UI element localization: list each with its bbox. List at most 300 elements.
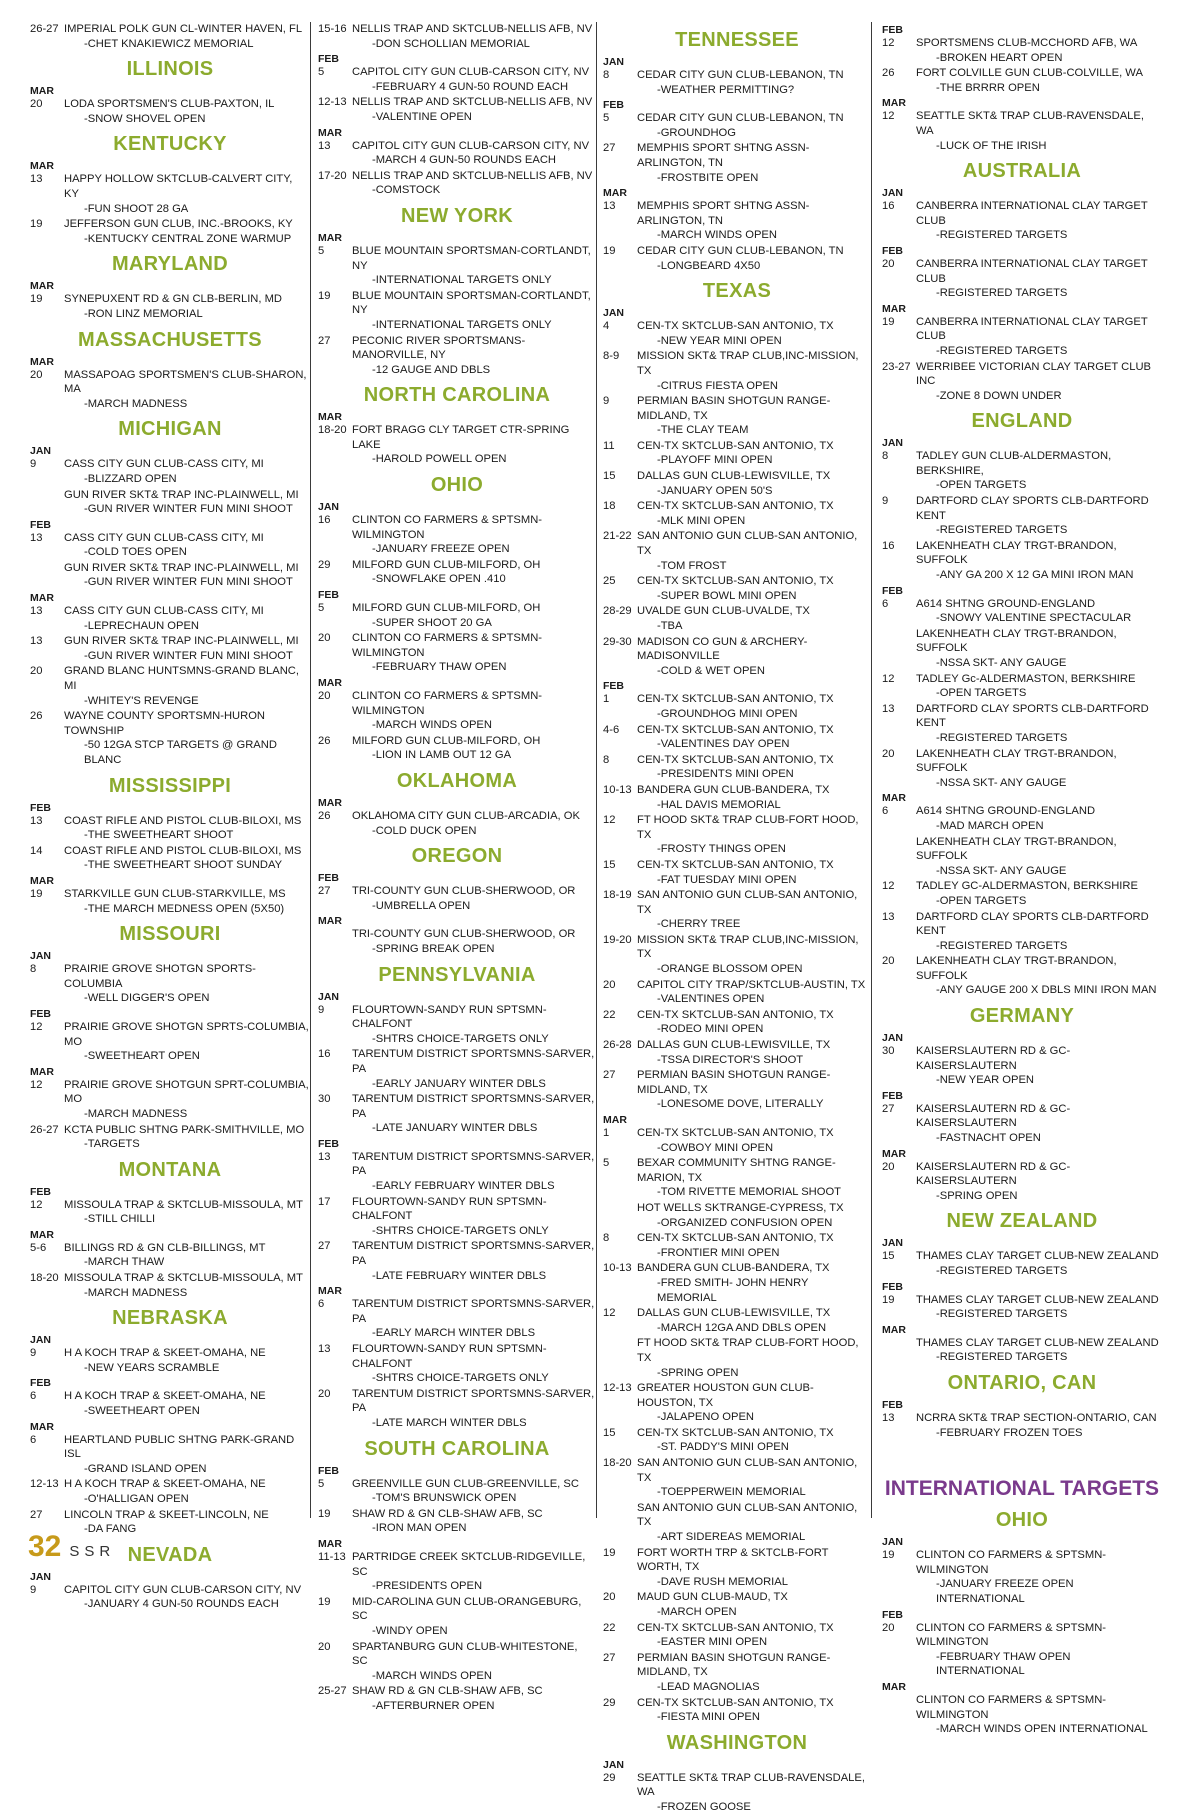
event-entry xyxy=(318,1477,596,1506)
event-entry xyxy=(882,597,1162,626)
event-date: 19 xyxy=(318,289,331,302)
event-club: CEN-TX SKTCLUB-SAN ANTONIO, TX xyxy=(637,439,834,452)
event-title: -GRAND ISLAND OPEN xyxy=(84,1462,207,1475)
event-club: CEN-TX SKTCLUB-SAN ANTONIO, TX xyxy=(637,1426,834,1439)
month-label: JAN xyxy=(603,56,625,68)
event-entry xyxy=(603,1426,871,1455)
month-label: MAR xyxy=(318,231,342,244)
event-club: A614 SHTNG GROUND-ENGLAND xyxy=(916,805,1096,818)
event-club: LAKENHEATH CLAY TRGT-BRANDON, SUFFOLK xyxy=(916,835,1117,863)
event-club: SYNEPUXENT RD & GN CLB-BERLIN, MD xyxy=(64,293,282,306)
event-date: 18-19 xyxy=(603,889,632,902)
month-label: JAN xyxy=(603,307,625,320)
state-heading: OREGON xyxy=(411,845,503,868)
publication-name: SSR xyxy=(69,1543,116,1560)
event-date: 29 xyxy=(603,1771,616,1784)
event-title: -LUCK OF THE IRISH xyxy=(936,139,1047,152)
event-title: -MARCH WINDS OPEN xyxy=(657,229,777,242)
event-entry xyxy=(882,494,1162,538)
event-title: -MARCH MADNESS xyxy=(84,1286,188,1299)
event-date: 13 xyxy=(882,702,895,715)
state-heading: ILLINOIS xyxy=(126,58,214,81)
event-date xyxy=(603,1501,637,1545)
column-divider xyxy=(871,22,872,1518)
event-title: -GROUNDHOG xyxy=(657,126,736,139)
event-club: MID-CAROLINA GUN CLUB-ORANGEBURG, SC xyxy=(352,1595,582,1623)
event-title: -MARCH WINDS OPEN xyxy=(372,719,492,732)
event-club: MADISON CO GUN & ARCHERY-MADISONVILLE xyxy=(637,635,808,663)
event-date: 29 xyxy=(603,1696,616,1709)
event-date: 20 xyxy=(318,690,331,702)
event-entry xyxy=(318,689,596,733)
event-title: -FRONTIER MINI OPEN xyxy=(657,1246,780,1259)
event-title: -REGISTERED TARGETS xyxy=(936,939,1068,952)
event-entry xyxy=(318,1684,596,1713)
event-date: 27 xyxy=(318,885,331,898)
event-title: -COLD TOES OPEN xyxy=(84,546,187,559)
event-date: 5 xyxy=(318,66,325,79)
event-club: CAPITOL CITY GUN CLUB-CARSON CITY, NV xyxy=(352,139,590,152)
event-entry xyxy=(882,257,1162,301)
event-club: PERMIAN BASIN SHOTGUN RANGE-MIDLAND, TX xyxy=(637,1069,831,1096)
event-entry xyxy=(882,954,1162,998)
event-entry xyxy=(603,529,871,573)
event-entry xyxy=(318,601,596,630)
event-entry xyxy=(30,1123,310,1152)
event-entry xyxy=(318,1507,596,1536)
event-date: 10-13 xyxy=(603,1262,632,1275)
event-club: CANBERRA INTERNATIONAL CLAY TARGET CLUB xyxy=(916,257,1148,285)
event-title: -LION IN LAMB OUT 12 GA xyxy=(372,749,512,762)
event-date: 5 xyxy=(318,602,325,615)
month-label: MAR xyxy=(30,1228,54,1241)
event-club: CEDAR CITY GUN CLUB-LEBANON, TN xyxy=(637,244,844,257)
event-title: -THE BRRRR OPEN xyxy=(936,81,1040,94)
event-entry xyxy=(30,844,310,873)
event-entry xyxy=(603,783,871,812)
event-entry xyxy=(603,692,871,721)
event-title: -OPEN TARGETS xyxy=(936,687,1027,700)
event-club: H A KOCH TRAP & SKEET-OMAHA, NE xyxy=(64,1478,266,1491)
event-title: -ANY GAUGE 200 X DBLS MINI IRON MAN xyxy=(936,984,1157,997)
event-title: -WELL DIGGER'S OPEN xyxy=(84,992,210,1005)
event-club: H A KOCH TRAP & SKEET-OMAHA, NE xyxy=(64,1390,266,1403)
event-club: SAN ANTONIO GUN CLUB-SAN ANTONIO, TX xyxy=(637,889,858,916)
event-club: TRI-COUNTY GUN CLUB-SHERWOOD, OR xyxy=(352,885,576,898)
event-entry xyxy=(882,1411,1162,1440)
event-club: A614 SHTNG GROUND-ENGLAND xyxy=(916,597,1096,610)
event-title: -RON LINZ MEMORIAL xyxy=(84,307,203,320)
event-entry xyxy=(318,1195,596,1239)
event-club: MAUD GUN CLUB-MAUD, TX xyxy=(637,1591,788,1604)
event-title: -ART SIDEREAS MEMORIAL xyxy=(657,1531,806,1544)
event-date: 13 xyxy=(603,200,616,213)
event-date: 4 xyxy=(603,320,610,333)
event-title: -SWEETHEART OPEN xyxy=(84,1405,200,1418)
event-date: 8 xyxy=(603,69,610,81)
event-club: PRAIRIE GROVE SHOTGUN SPRT-COLUMBIA, MO xyxy=(64,1078,309,1106)
event-club: TADLEY GC-ALDERMASTON, BERKSHIRE xyxy=(916,880,1138,893)
event-date: 15 xyxy=(603,470,616,483)
event-title: -EARLY JANUARY WINTER DBLS xyxy=(372,1077,546,1090)
event-title: -IRON MAN OPEN xyxy=(372,1522,467,1535)
state-heading: ENGLAND xyxy=(971,410,1073,433)
month-label: JAN xyxy=(30,1334,52,1347)
event-title: -REGISTERED TARGETS xyxy=(936,229,1068,242)
event-club: HAPPY HOLLOW SKTCLUB-CALVERT CITY, KY xyxy=(64,173,293,200)
event-club: BLUE MOUNTAIN SPORTSMAN-CORTLANDT, NY xyxy=(352,244,591,272)
event-title: -COLD DUCK OPEN xyxy=(372,824,477,837)
event-title: -SNOWFLAKE OPEN .410 xyxy=(372,573,506,586)
event-entry xyxy=(30,217,310,246)
event-date: 19 xyxy=(882,315,895,328)
event-date: 30 xyxy=(882,1045,895,1058)
event-title: -FUN SHOOT 28 GA xyxy=(84,202,189,215)
event-entry xyxy=(318,1047,596,1091)
event-date: 18-20 xyxy=(30,1272,59,1285)
event-title: -O'HALLIGAN OPEN xyxy=(84,1493,189,1505)
event-club: NCRRA SKT& TRAP SECTION-ONTARIO, CAN xyxy=(916,1411,1157,1424)
event-title: -ORGANIZED CONFUSION OPEN xyxy=(657,1216,833,1229)
event-club: FORT BRAGG CLY TARGET CTR-SPRING LAKE xyxy=(352,424,570,451)
event-title: -GUN RIVER WINTER FUN MINI SHOOT xyxy=(84,649,293,662)
event-entry xyxy=(882,1621,1162,1679)
event-club: MISSION SKT& TRAP CLUB,INC-MISSION, TX xyxy=(637,933,859,961)
event-title: -VALENTINES DAY OPEN xyxy=(657,738,790,751)
event-entry xyxy=(30,22,310,51)
event-club: HEARTLAND PUBLIC SHTNG PARK-GRAND ISL xyxy=(64,1433,295,1461)
state-heading: OHIO xyxy=(430,474,484,497)
event-entry xyxy=(318,65,596,94)
event-date: 20 xyxy=(603,978,616,991)
event-club: WERRIBEE VICTORIAN CLAY TARGET CLUB INC xyxy=(916,360,1151,388)
event-club: COAST RIFLE AND PISTOL CLUB-BILOXI, MS xyxy=(64,814,302,827)
month-label: JAN xyxy=(882,187,904,200)
event-club: CLINTON CO FARMERS & SPTSMN-WILMINGTON xyxy=(916,1549,1107,1576)
event-title: -FROZEN GOOSE xyxy=(657,1800,751,1813)
event-entry xyxy=(882,449,1162,493)
month-label: MAR xyxy=(318,915,342,928)
event-title: -RODEO MINI OPEN xyxy=(657,1023,764,1036)
event-entry xyxy=(603,244,871,273)
event-entry xyxy=(882,199,1162,243)
event-entry xyxy=(318,1297,596,1341)
event-entry xyxy=(882,1293,1162,1322)
event-title: -MARCH THAW xyxy=(84,1256,165,1269)
event-title: -THE SWEETHEART SHOOT SUNDAY xyxy=(84,859,283,872)
event-date: 26-28 xyxy=(603,1039,632,1052)
event-entry xyxy=(882,1102,1162,1146)
event-date: 14 xyxy=(30,844,43,857)
event-title: -FEBRUARY THAW OPEN INTERNATIONAL xyxy=(936,1650,1071,1678)
event-entry xyxy=(882,36,1162,65)
event-title: -NSSA SKT- ANY GAUGE xyxy=(936,657,1067,669)
event-title: -MARCH 4 GUN-50 ROUNDS EACH xyxy=(372,154,556,167)
event-club: CASS CITY GUN CLUB-CASS CITY, MI xyxy=(64,531,264,544)
state-heading: NEW ZEALAND xyxy=(946,1210,1098,1233)
event-title: -GUN RIVER WINTER FUN MINI SHOOT xyxy=(84,576,293,589)
event-entry xyxy=(882,835,1162,879)
event-entry xyxy=(30,1477,310,1506)
event-club: PERMIAN BASIN SHOTGUN RANGE-MIDLAND, TX xyxy=(637,1651,831,1679)
event-date: 13 xyxy=(318,1150,331,1163)
event-date: 5 xyxy=(318,244,325,257)
event-date: 6 xyxy=(318,1298,325,1311)
event-date: 13 xyxy=(882,910,895,923)
month-label: FEB xyxy=(882,244,903,257)
event-title: -BLIZZARD OPEN xyxy=(84,472,177,485)
event-title: -MAD MARCH OPEN xyxy=(936,819,1044,832)
event-title: -LONESOME DOVE, LITERALLY xyxy=(657,1098,824,1111)
event-date: 5 xyxy=(603,1157,610,1170)
event-title: -TSSA DIRECTOR'S SHOOT xyxy=(657,1053,804,1066)
event-club: SHAW RD & GN CLB-SHAW AFB, SC xyxy=(352,1685,543,1698)
event-entry xyxy=(603,319,871,348)
event-entry xyxy=(318,1387,596,1431)
event-entry xyxy=(603,1651,871,1695)
month-label: MAR xyxy=(318,126,342,139)
event-club: TARENTUM DISTRICT SPORTSMNS-SARVER, PA xyxy=(352,1093,595,1120)
event-club: STARKVILLE GUN CLUB-STARKVILLE, MS xyxy=(64,887,286,900)
event-date: 13 xyxy=(318,1343,331,1355)
event-entry xyxy=(603,858,871,887)
event-club: FLOURTOWN-SANDY RUN SPTSMN-CHALFONT xyxy=(352,1343,547,1370)
month-label: MAR xyxy=(318,1285,342,1298)
event-title: -MARCH 12GA AND DBLS OPEN xyxy=(657,1321,827,1334)
event-title: -COWBOY MINI OPEN xyxy=(657,1141,774,1154)
month-label: MAR xyxy=(603,1114,627,1126)
event-date: 27 xyxy=(318,1240,331,1253)
event-date: 30 xyxy=(318,1093,331,1106)
state-heading: MONTANA xyxy=(118,1158,222,1181)
event-entry xyxy=(882,702,1162,746)
month-label: FEB xyxy=(30,1185,51,1198)
column-3 xyxy=(603,22,871,1813)
event-club: CAPITOL CITY TRAP/SKTCLUB-AUSTIN, TX xyxy=(637,978,866,991)
event-entry xyxy=(318,1150,596,1194)
event-title: -THE CLAY TEAM xyxy=(657,424,749,437)
event-title: -GROUNDHOG MINI OPEN xyxy=(657,707,798,720)
event-club: FORT WORTH TRP & SKTCLB-FORT WORTH, TX xyxy=(637,1546,829,1574)
event-club: NELLIS TRAP AND SKTCLUB-NELLIS AFB, NV xyxy=(352,96,593,109)
event-date: 19 xyxy=(318,1595,331,1608)
event-club: GREATER HOUSTON GUN CLUB-HOUSTON, TX xyxy=(637,1382,814,1409)
event-title: -LATE JANUARY WINTER DBLS xyxy=(372,1122,538,1135)
state-heading: SOUTH CAROLINA xyxy=(364,1437,550,1460)
event-club: SPORTSMENS CLUB-MCCHORD AFB, WA xyxy=(916,37,1138,49)
event-title: -EARLY FEBRUARY WINTER DBLS xyxy=(372,1180,555,1193)
event-club: CEN-TX SKTCLUB-SAN ANTONIO, TX xyxy=(637,500,834,513)
event-title: -MARCH WINDS OPEN INTERNATIONAL xyxy=(936,1723,1148,1736)
event-date: 20 xyxy=(882,257,895,270)
event-club: SAN ANTONIO GUN CLUB-SAN ANTONIO, TX xyxy=(637,1501,858,1529)
event-club: CEN-TX SKTCLUB-SAN ANTONIO, TX xyxy=(637,1008,834,1021)
month-label: FEB xyxy=(318,872,339,885)
event-club: CEN-TX SKTCLUB-SAN ANTONIO, TX xyxy=(637,693,834,706)
event-entry xyxy=(30,1346,310,1375)
event-title: -NSSA SKT- ANY GAUGE xyxy=(936,776,1067,789)
event-date: 13 xyxy=(30,605,43,618)
event-date: 26 xyxy=(30,710,43,723)
event-title: -ST. PADDY'S MINI OPEN xyxy=(657,1441,789,1454)
event-title: -HAROLD POWELL OPEN xyxy=(372,453,507,466)
event-date: 12 xyxy=(603,1307,616,1320)
event-club: GREENVILLE GUN CLUB-GREENVILLE, SC xyxy=(352,1477,579,1490)
event-date: 19 xyxy=(30,887,43,900)
event-date: 12 xyxy=(882,672,895,685)
month-label: MAR xyxy=(318,411,342,424)
event-date: 19 xyxy=(603,1546,616,1559)
event-title: -ANY GA 200 X 12 GA MINI IRON MAN xyxy=(936,569,1134,582)
month-label: MAR xyxy=(30,85,54,98)
event-title: -PRESIDENTS MINI OPEN xyxy=(657,768,794,781)
month-label: FEB xyxy=(30,518,51,531)
event-entry xyxy=(882,1249,1162,1278)
event-club: NELLIS TRAP AND SKTCLUB-NELLIS AFB, NV xyxy=(352,23,593,35)
event-title: -JALAPENO OPEN xyxy=(657,1411,754,1424)
event-title: -DAVE RUSH MEMORIAL xyxy=(657,1575,788,1588)
event-title: -OPEN TARGETS xyxy=(936,479,1027,492)
event-entry xyxy=(603,888,871,932)
event-title: -JANUARY OPEN 50'S xyxy=(657,484,773,497)
event-title: -VALENTINES OPEN xyxy=(657,993,765,1006)
event-club: IMPERIAL POLK GUN CL-WINTER HAVEN, FL xyxy=(64,23,303,35)
event-club: PARTRIDGE CREEK SKTCLUB-RIDGEVILLE, SC xyxy=(352,1550,586,1578)
month-label: JAN xyxy=(30,445,52,458)
event-title: -FAT TUESDAY MINI OPEN xyxy=(657,873,797,886)
event-date: 17 xyxy=(318,1195,331,1208)
event-club: DARTFORD CLAY SPORTS CLB-DARTFORD KENT xyxy=(916,702,1149,730)
event-date: 17-20 xyxy=(318,169,347,182)
event-entry xyxy=(882,109,1162,153)
event-entry xyxy=(603,1381,871,1425)
event-entry xyxy=(603,1501,871,1545)
event-entry xyxy=(318,289,596,333)
event-title: -INTERNATIONAL TARGETS ONLY xyxy=(372,318,552,331)
event-entry xyxy=(318,1550,596,1594)
event-club: CEN-TX SKTCLUB-SAN ANTONIO, TX xyxy=(637,753,834,766)
event-entry xyxy=(882,360,1162,404)
event-title: -DON SCHOLLIAN MEMORIAL xyxy=(372,37,530,50)
event-title: -LEPRECHAUN OPEN xyxy=(84,619,200,632)
event-date: 20 xyxy=(603,1591,616,1604)
event-date: 26-27 xyxy=(30,1123,59,1136)
state-heading: WASHINGTON xyxy=(666,1731,808,1754)
event-date: 22 xyxy=(603,1008,616,1021)
event-date: 9 xyxy=(603,395,610,408)
event-title: -INTERNATIONAL TARGETS ONLY xyxy=(372,274,552,287)
event-club: H A KOCH TRAP & SKEET-OMAHA, NE xyxy=(64,1347,266,1360)
event-date: 20 xyxy=(882,747,895,760)
month-label: JAN xyxy=(603,1758,625,1771)
event-title: -DA FANG xyxy=(84,1523,137,1536)
event-date xyxy=(603,1201,637,1230)
month-label: JAN xyxy=(882,1032,904,1045)
event-date xyxy=(318,927,352,956)
event-entry xyxy=(603,1156,871,1200)
event-entry xyxy=(603,349,871,393)
event-title: -SNOW SHOVEL OPEN xyxy=(84,112,206,125)
event-entry xyxy=(30,664,310,708)
event-date: 20 xyxy=(882,955,895,968)
event-club: CLINTON CO FARMERS & SPTSMN-WILMINGTON xyxy=(352,690,543,717)
event-date: 21-22 xyxy=(603,530,632,543)
event-title: -LONGBEARD 4X50 xyxy=(657,259,761,272)
event-title: -BROKEN HEART OPEN xyxy=(936,51,1063,64)
event-entry xyxy=(318,244,596,288)
event-entry xyxy=(30,561,310,590)
event-club: CEN-TX SKTCLUB-SAN ANTONIO, TX xyxy=(637,575,834,588)
event-club: CLINTON CO FARMERS & SPTSMN-WILMINGTON xyxy=(916,1693,1107,1721)
event-entry xyxy=(30,172,310,216)
event-entry xyxy=(318,1003,596,1047)
event-entry xyxy=(318,1092,596,1136)
event-club: MEMPHIS SPORT SHTNG ASSN-ARLINGTON, TN xyxy=(637,142,810,169)
state-heading: NEW YORK xyxy=(400,204,514,227)
event-date: 10-13 xyxy=(603,783,632,796)
event-entry xyxy=(318,334,596,378)
event-date: 18-20 xyxy=(318,424,347,437)
event-entry xyxy=(30,1078,310,1122)
event-date xyxy=(882,627,916,671)
event-entry xyxy=(603,1306,871,1335)
event-title: -COMSTOCK xyxy=(372,184,441,197)
event-date: 20 xyxy=(882,1621,895,1634)
event-title: -THE SWEETHEART SHOOT xyxy=(84,829,234,842)
event-entry xyxy=(882,1548,1162,1606)
event-date: 5-6 xyxy=(30,1241,47,1254)
event-club: GUN RIVER SKT& TRAP INC-PLAINWELL, MI xyxy=(64,635,299,648)
event-club: COAST RIFLE AND PISTOL CLUB-BILOXI, MS xyxy=(64,844,302,857)
event-title: -CHET KNAKIEWICZ MEMORIAL xyxy=(84,37,254,50)
event-title: -SPRING OPEN xyxy=(657,1366,739,1379)
event-club: SPARTANBURG GUN CLUB-WHITESTONE, SC xyxy=(352,1640,578,1668)
event-entry xyxy=(30,1271,310,1300)
event-title: -REGISTERED TARGETS xyxy=(936,524,1068,537)
column-4 xyxy=(882,22,1162,1736)
event-club: GUN RIVER SKT& TRAP INC-PLAINWELL, MI xyxy=(64,488,299,501)
state-heading: KENTUCKY xyxy=(113,133,227,156)
event-date: 20 xyxy=(318,1387,331,1400)
event-entry xyxy=(318,631,596,675)
event-date: 25-27 xyxy=(318,1685,347,1698)
event-club: THAMES CLAY TARGET CLUB-NEW ZEALAND xyxy=(916,1293,1159,1306)
state-heading: MISSISSIPPI xyxy=(108,774,232,797)
event-entry xyxy=(318,1640,596,1684)
event-title: -REGISTERED TARGETS xyxy=(936,287,1068,300)
event-date: 15-16 xyxy=(318,23,347,35)
event-date: 13 xyxy=(30,814,43,827)
event-club: TARENTUM DISTRICT SPORTSMNS-SARVER, PA xyxy=(352,1298,595,1325)
month-label: FEB xyxy=(882,1398,903,1411)
event-date: 20 xyxy=(30,665,43,678)
event-entry xyxy=(318,169,596,198)
event-title: -CHERRY TREE xyxy=(657,918,741,931)
event-title: -MARCH OPEN xyxy=(657,1606,737,1618)
event-entry xyxy=(603,813,871,857)
event-title: -JANUARY FREEZE OPEN INTERNATIONAL xyxy=(936,1578,1074,1605)
event-club: BLUE MOUNTAIN SPORTSMAN-CORTLANDT, NY xyxy=(352,289,591,317)
event-club: MILFORD GUN CLUB-MILFORD, OH xyxy=(352,558,541,571)
event-title: -TOM'S BRUNSWICK OPEN xyxy=(372,1492,517,1505)
event-date: 12 xyxy=(882,37,895,49)
event-date: 12 xyxy=(30,1020,43,1033)
event-entry xyxy=(882,672,1162,701)
event-date xyxy=(30,488,64,517)
event-club: SHAW RD & GN CLB-SHAW AFB, SC xyxy=(352,1507,543,1520)
event-title: -FEBRUARY 4 GUN-50 ROUND EACH xyxy=(372,80,569,93)
event-club: TADLEY GUN CLUB-ALDERMASTON, BERKSHIRE, xyxy=(916,450,1112,477)
